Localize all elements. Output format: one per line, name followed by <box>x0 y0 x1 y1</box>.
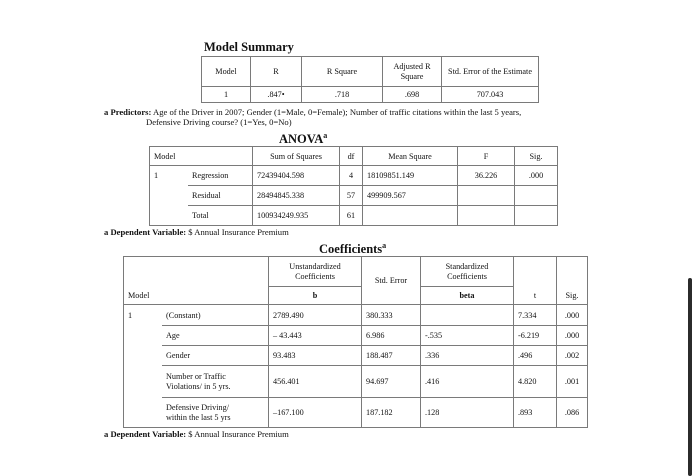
coef-cell-beta: .128 <box>421 398 514 428</box>
coef-header-b: b <box>269 287 362 305</box>
anova-cell-ms: 18109851.149 <box>363 166 458 186</box>
anova-cell-ms <box>363 206 458 226</box>
coef-row-label <box>162 366 269 398</box>
anova-header-model: Model <box>150 147 253 166</box>
anova-cell-ss: 100934249.935 <box>253 206 340 226</box>
coef-footnote-marker: a <box>104 429 109 439</box>
anova-header-ms: Mean Square <box>363 147 458 166</box>
anova-row-label: Residual <box>188 186 253 206</box>
coef-header-standardized: Standardized Coefficients <box>421 257 514 287</box>
coef-header-blank-t <box>514 257 557 287</box>
coef-cell-t: 4.820 <box>514 366 557 398</box>
anova-cell-f <box>458 186 515 206</box>
coef-cell-b: – 43.443 <box>269 326 362 346</box>
coef-cell-sig: .001 <box>557 366 588 398</box>
coef-header-blank-sig <box>557 257 588 287</box>
coef-model-spacer <box>124 326 163 346</box>
anova-model-number: 1 <box>150 166 189 186</box>
ms-cell-model: 1 <box>202 87 251 103</box>
ms-header-rsquare: R Square <box>302 57 383 87</box>
coef-header-unstd: Unstandardized Coefficients <box>269 257 362 287</box>
coef-cell-b: 93.483 <box>269 346 362 366</box>
coef-cell-se: 187.182 <box>362 398 421 428</box>
ms-cell-adj-rsquare: .698 <box>383 87 442 103</box>
anova-header-sig: Sig. <box>515 147 558 166</box>
anova-cell-sig: .000 <box>515 166 558 186</box>
coef-model-number: 1 <box>124 305 163 326</box>
anova-cell-f: 36.226 <box>458 166 515 186</box>
ms-footnote-line2: Defensive Driving course? (1=Yes, 0=No) <box>146 117 292 127</box>
coef-cell-sig: .002 <box>557 346 588 366</box>
anova-footnote-marker: a <box>104 227 109 237</box>
anova-cell-sig <box>515 186 558 206</box>
coef-cell-beta: .416 <box>421 366 514 398</box>
coef-row-label <box>162 305 269 326</box>
coef-cell-se: 188.487 <box>362 346 421 366</box>
ms-cell-r: .847• <box>251 87 302 103</box>
coef-cell-beta: .336 <box>421 346 514 366</box>
anova-footnote <box>104 227 289 238</box>
ms-footnote-line1: Age of the Driver in 2007; Gender (1=Male, 0=Female); Number of traffic citations within the last 5 years, <box>153 107 522 117</box>
anova-table <box>149 146 558 226</box>
anova-cell-f <box>458 206 515 226</box>
anova-model-spacer <box>150 186 189 206</box>
coefficients-title-sup: a <box>382 241 387 250</box>
anova-title-sup: a <box>323 131 328 140</box>
anova-header-f: F <box>458 147 515 166</box>
anova-row-label: Total <box>188 206 253 226</box>
coef-row-label-text: Defensive Driving/ <box>166 402 229 412</box>
anova-header-ss: Sum of Squares <box>253 147 340 166</box>
coefficients-title-text: Coefficients <box>319 242 383 257</box>
coef-cell-b: 456.401 <box>269 366 362 398</box>
anova-header-df: df <box>340 147 363 166</box>
coef-header-t: t <box>514 287 557 305</box>
anova-cell-df: 4 <box>340 166 363 186</box>
coef-cell-se: 6.986 <box>362 326 421 346</box>
coef-cell-beta <box>421 305 514 326</box>
coef-row-label <box>162 346 269 366</box>
coef-cell-t: .496 <box>514 346 557 366</box>
model-summary-table <box>201 56 539 103</box>
coef-header-sig: Sig. <box>557 287 588 305</box>
coef-row-label-text: Gender <box>166 351 191 360</box>
ms-header-adj-rsquare: Adjusted R Square <box>383 57 442 87</box>
coef-cell-sig: .086 <box>557 398 588 428</box>
ms-header-model: Model <box>202 57 251 87</box>
anova-footnote-text: $ Annual Insurance Premium <box>188 227 289 237</box>
coef-cell-se: 94.697 <box>362 366 421 398</box>
anova-cell-sig <box>515 206 558 226</box>
coef-cell-t: 7.334 <box>514 305 557 326</box>
coef-header-std-error: Std. Error <box>362 257 421 305</box>
coef-footnote-label: Dependent Variable: <box>110 429 187 439</box>
anova-model-spacer <box>150 206 189 226</box>
anova-title <box>279 131 327 147</box>
coefficients-table <box>123 256 588 428</box>
coef-row-label-text: Age <box>166 331 180 340</box>
vertical-scrollbar[interactable] <box>688 278 692 476</box>
ms-footnote <box>104 107 521 118</box>
model-summary-title: Model Summary <box>204 40 294 54</box>
coef-footnote <box>104 429 289 440</box>
coef-cell-b: 2789.490 <box>269 305 362 326</box>
ms-footnote-label: Predictors: <box>110 107 152 117</box>
anova-cell-ms: 499909.567 <box>363 186 458 206</box>
anova-cell-ss: 28494845.338 <box>253 186 340 206</box>
coef-cell-t: .893 <box>514 398 557 428</box>
coef-row-label <box>162 398 269 428</box>
ms-header-r: R <box>251 57 302 87</box>
coef-row-label-text: Number or Traffic <box>166 371 226 381</box>
anova-row-label: Regression <box>188 166 253 186</box>
ms-cell-std-error: 707.043 <box>442 87 539 103</box>
anova-cell-df: 61 <box>340 206 363 226</box>
anova-title-text: ANOVA <box>279 132 324 147</box>
coef-model-spacer <box>124 346 163 366</box>
coef-cell-sig: .000 <box>557 326 588 346</box>
anova-footnote-label: Dependent Variable: <box>110 227 187 237</box>
coef-header-beta: beta <box>421 287 514 305</box>
coef-row-label-text-2: Violations/ in 5 yrs. <box>166 381 231 391</box>
coef-row-label <box>162 326 269 346</box>
coef-footnote-text: $ Annual Insurance Premium <box>188 429 289 439</box>
coef-model-spacer <box>124 398 163 428</box>
coef-row-label-text: (Constant) <box>166 310 201 320</box>
anova-cell-df: 57 <box>340 186 363 206</box>
coef-header-blank <box>124 257 269 287</box>
coefficients-title <box>319 241 386 257</box>
coef-cell-se: 380.333 <box>362 305 421 326</box>
coef-model-spacer <box>124 366 163 398</box>
coef-cell-beta: -.535 <box>421 326 514 346</box>
coef-cell-b: –167.100 <box>269 398 362 428</box>
ms-footnote-marker: a <box>104 107 109 117</box>
coef-cell-sig: .000 <box>557 305 588 326</box>
ms-header-std-error: Std. Error of the Estimate <box>442 57 539 87</box>
coef-cell-t: -6.219 <box>514 326 557 346</box>
coef-header-model: Model <box>124 287 269 305</box>
coef-row-label-text-2: within the last 5 yrs <box>166 412 231 422</box>
ms-cell-rsquare: .718 <box>302 87 383 103</box>
anova-cell-ss: 72439404.598 <box>253 166 340 186</box>
